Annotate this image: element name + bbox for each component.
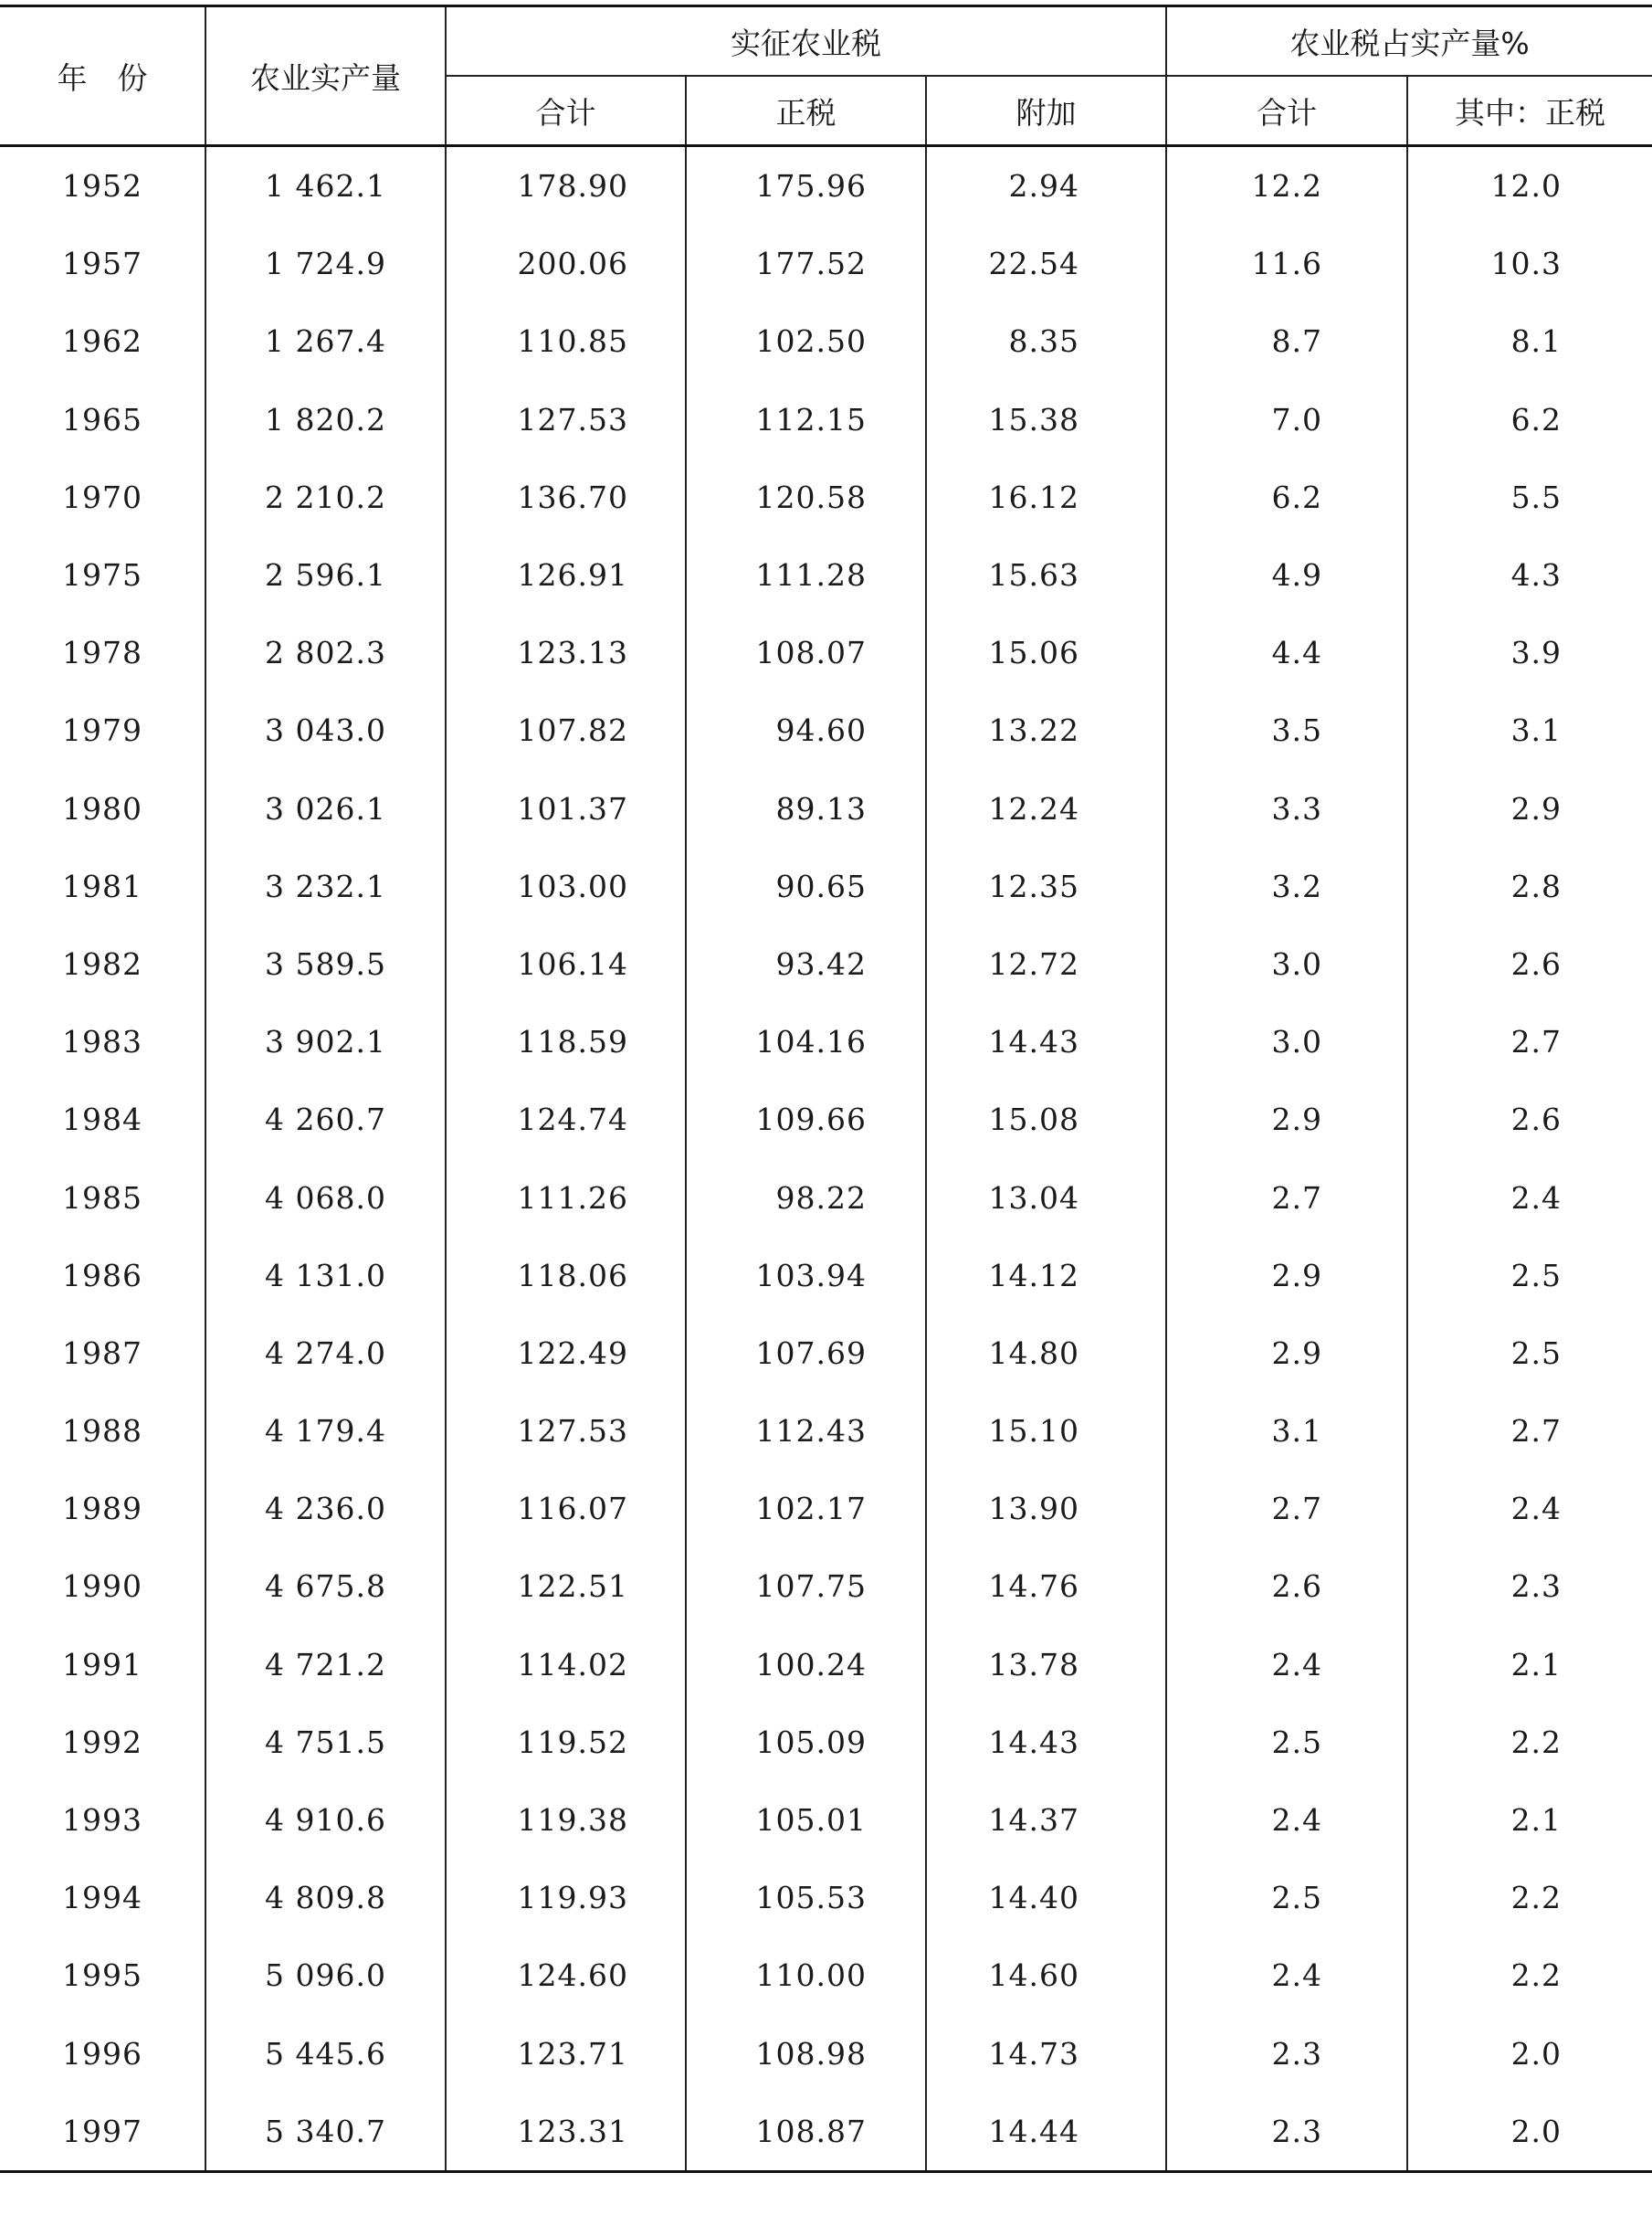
cell-tax-total: 119.52 — [446, 1703, 686, 1781]
cell-output: 4 721.2 — [205, 1626, 446, 1703]
table-body — [0, 146, 1652, 2172]
header-ratio-total: 合计 — [1166, 76, 1407, 146]
cell-tax-main: 108.07 — [686, 614, 926, 691]
cell-tax-total: 116.07 — [446, 1470, 686, 1547]
cell-tax-total: 110.85 — [446, 302, 686, 380]
cell-output: 3 026.1 — [205, 770, 446, 848]
cell-tax-additional: 14.76 — [926, 1547, 1166, 1625]
agricultural-tax-table — [0, 5, 1652, 2173]
header-ratio-main: 其中：正税 — [1407, 76, 1652, 146]
cell-output: 3 043.0 — [205, 691, 446, 769]
cell-ratio-total: 4.4 — [1166, 614, 1407, 691]
cell-tax-total: 136.70 — [446, 459, 686, 536]
cell-ratio-main: 2.6 — [1407, 1081, 1652, 1158]
cell-tax-main: 175.96 — [686, 146, 926, 226]
cell-year: 1980 — [0, 770, 205, 848]
cell-ratio-main: 2.5 — [1407, 1314, 1652, 1392]
cell-year: 1957 — [0, 225, 205, 302]
table-row — [0, 459, 1652, 536]
cell-tax-additional: 12.72 — [926, 925, 1166, 1003]
cell-year: 1994 — [0, 1859, 205, 1936]
cell-output: 4 179.4 — [205, 1392, 446, 1470]
cell-tax-additional: 15.06 — [926, 614, 1166, 691]
cell-output: 4 809.8 — [205, 1859, 446, 1936]
cell-ratio-total: 8.7 — [1166, 302, 1407, 380]
cell-tax-main: 93.42 — [686, 925, 926, 1003]
cell-ratio-main: 2.2 — [1407, 1703, 1652, 1781]
cell-year: 1965 — [0, 381, 205, 459]
cell-tax-main: 102.50 — [686, 302, 926, 380]
cell-year: 1990 — [0, 1547, 205, 1625]
cell-ratio-main: 2.4 — [1407, 1470, 1652, 1547]
cell-output: 4 675.8 — [205, 1547, 446, 1625]
cell-output: 4 236.0 — [205, 1470, 446, 1547]
cell-output: 3 589.5 — [205, 925, 446, 1003]
header-tax-total: 合计 — [446, 76, 686, 146]
cell-ratio-total: 4.9 — [1166, 536, 1407, 614]
cell-output: 5 445.6 — [205, 2015, 446, 2093]
cell-ratio-main: 2.7 — [1407, 1392, 1652, 1470]
cell-ratio-main: 2.1 — [1407, 1781, 1652, 1859]
cell-output: 5 096.0 — [205, 1936, 446, 2014]
cell-year: 1962 — [0, 302, 205, 380]
cell-output: 4 131.0 — [205, 1237, 446, 1314]
cell-tax-main: 94.60 — [686, 691, 926, 769]
cell-tax-additional: 15.63 — [926, 536, 1166, 614]
cell-tax-total: 123.13 — [446, 614, 686, 691]
table-row — [0, 1626, 1652, 1703]
table-row — [0, 1392, 1652, 1470]
cell-ratio-main: 3.9 — [1407, 614, 1652, 691]
cell-ratio-main: 2.0 — [1407, 2015, 1652, 2093]
cell-tax-additional: 13.22 — [926, 691, 1166, 769]
cell-ratio-total: 2.6 — [1166, 1547, 1407, 1625]
cell-output: 1 820.2 — [205, 381, 446, 459]
agricultural-tax-table-container — [0, 5, 1652, 2173]
cell-tax-total: 118.06 — [446, 1237, 686, 1314]
cell-tax-total: 111.26 — [446, 1158, 686, 1236]
cell-year: 1993 — [0, 1781, 205, 1859]
cell-tax-additional: 2.94 — [926, 146, 1166, 226]
cell-tax-additional: 14.43 — [926, 1003, 1166, 1081]
cell-tax-total: 127.53 — [446, 381, 686, 459]
cell-tax-total: 200.06 — [446, 225, 686, 302]
cell-output: 4 260.7 — [205, 1081, 446, 1158]
cell-ratio-main: 2.9 — [1407, 770, 1652, 848]
cell-output: 4 274.0 — [205, 1314, 446, 1392]
cell-year: 1982 — [0, 925, 205, 1003]
cell-tax-additional: 15.08 — [926, 1081, 1166, 1158]
cell-tax-main: 90.65 — [686, 848, 926, 925]
cell-year: 1988 — [0, 1392, 205, 1470]
header-tax-additional: 附加 — [926, 76, 1166, 146]
table-row — [0, 2093, 1652, 2172]
table-row — [0, 1470, 1652, 1547]
cell-tax-main: 107.75 — [686, 1547, 926, 1625]
table-row — [0, 1547, 1652, 1625]
cell-tax-main: 112.43 — [686, 1392, 926, 1470]
cell-ratio-main: 6.2 — [1407, 381, 1652, 459]
table-row — [0, 225, 1652, 302]
cell-tax-total: 123.31 — [446, 2093, 686, 2172]
cell-ratio-total: 7.0 — [1166, 381, 1407, 459]
cell-ratio-total: 2.9 — [1166, 1081, 1407, 1158]
cell-ratio-main: 2.7 — [1407, 1003, 1652, 1081]
cell-output: 2 210.2 — [205, 459, 446, 536]
cell-output: 1 462.1 — [205, 146, 446, 226]
cell-tax-main: 108.98 — [686, 2015, 926, 2093]
cell-year: 1970 — [0, 459, 205, 536]
cell-year: 1995 — [0, 1936, 205, 2014]
cell-ratio-main: 8.1 — [1407, 302, 1652, 380]
table-row — [0, 536, 1652, 614]
cell-tax-total: 118.59 — [446, 1003, 686, 1081]
cell-ratio-total: 2.9 — [1166, 1314, 1407, 1392]
cell-tax-main: 105.01 — [686, 1781, 926, 1859]
cell-ratio-total: 2.4 — [1166, 1626, 1407, 1703]
cell-tax-total: 123.71 — [446, 2015, 686, 2093]
table-row — [0, 614, 1652, 691]
cell-tax-total: 122.51 — [446, 1547, 686, 1625]
cell-ratio-main: 3.1 — [1407, 691, 1652, 769]
cell-year: 1952 — [0, 146, 205, 226]
table-row — [0, 848, 1652, 925]
cell-ratio-main: 10.3 — [1407, 225, 1652, 302]
cell-ratio-total: 3.1 — [1166, 1392, 1407, 1470]
cell-year: 1987 — [0, 1314, 205, 1392]
cell-tax-additional: 14.80 — [926, 1314, 1166, 1392]
cell-ratio-total: 2.3 — [1166, 2015, 1407, 2093]
cell-tax-additional: 14.60 — [926, 1936, 1166, 2014]
table-row — [0, 770, 1652, 848]
table-header — [0, 6, 1652, 146]
cell-ratio-total: 2.5 — [1166, 1703, 1407, 1781]
cell-ratio-total: 2.4 — [1166, 1781, 1407, 1859]
cell-tax-additional: 14.44 — [926, 2093, 1166, 2172]
cell-tax-main: 120.58 — [686, 459, 926, 536]
cell-tax-total: 122.49 — [446, 1314, 686, 1392]
cell-ratio-total: 3.0 — [1166, 925, 1407, 1003]
cell-tax-total: 127.53 — [446, 1392, 686, 1470]
table-row — [0, 1081, 1652, 1158]
cell-ratio-total: 2.9 — [1166, 1237, 1407, 1314]
cell-tax-main: 111.28 — [686, 536, 926, 614]
cell-tax-main: 102.17 — [686, 1470, 926, 1547]
cell-tax-main: 105.09 — [686, 1703, 926, 1781]
cell-tax-main: 89.13 — [686, 770, 926, 848]
cell-tax-total: 101.37 — [446, 770, 686, 848]
cell-ratio-total: 3.0 — [1166, 1003, 1407, 1081]
cell-tax-total: 119.93 — [446, 1859, 686, 1936]
cell-tax-main: 103.94 — [686, 1237, 926, 1314]
cell-tax-additional: 16.12 — [926, 459, 1166, 536]
table-row — [0, 1859, 1652, 1936]
cell-ratio-total: 12.2 — [1166, 146, 1407, 226]
cell-tax-total: 119.38 — [446, 1781, 686, 1859]
cell-tax-main: 107.69 — [686, 1314, 926, 1392]
cell-ratio-total: 2.5 — [1166, 1859, 1407, 1936]
header-ratio-group: 农业税占实产量% — [1166, 6, 1652, 77]
cell-ratio-main: 2.3 — [1407, 1547, 1652, 1625]
table-row — [0, 691, 1652, 769]
cell-tax-additional: 8.35 — [926, 302, 1166, 380]
cell-tax-total: 103.00 — [446, 848, 686, 925]
table-row — [0, 1158, 1652, 1236]
cell-ratio-main: 5.5 — [1407, 459, 1652, 536]
cell-tax-total: 124.74 — [446, 1081, 686, 1158]
cell-output: 3 232.1 — [205, 848, 446, 925]
table-row — [0, 1781, 1652, 1859]
cell-ratio-total: 3.5 — [1166, 691, 1407, 769]
cell-tax-main: 104.16 — [686, 1003, 926, 1081]
cell-tax-additional: 12.35 — [926, 848, 1166, 925]
cell-tax-total: 114.02 — [446, 1626, 686, 1703]
cell-tax-main: 105.53 — [686, 1859, 926, 1936]
table-row — [0, 925, 1652, 1003]
cell-year: 1989 — [0, 1470, 205, 1547]
cell-output: 2 596.1 — [205, 536, 446, 614]
cell-output: 3 902.1 — [205, 1003, 446, 1081]
cell-output: 5 340.7 — [205, 2093, 446, 2172]
cell-tax-additional: 13.78 — [926, 1626, 1166, 1703]
cell-ratio-main: 2.6 — [1407, 925, 1652, 1003]
cell-ratio-total: 2.7 — [1166, 1158, 1407, 1236]
cell-ratio-total: 6.2 — [1166, 459, 1407, 536]
cell-year: 1975 — [0, 536, 205, 614]
cell-tax-main: 100.24 — [686, 1626, 926, 1703]
cell-ratio-main: 2.8 — [1407, 848, 1652, 925]
cell-ratio-main: 2.4 — [1407, 1158, 1652, 1236]
header-year: 年 份 — [0, 6, 205, 146]
cell-year: 1983 — [0, 1003, 205, 1081]
cell-output: 4 068.0 — [205, 1158, 446, 1236]
cell-tax-additional: 13.04 — [926, 1158, 1166, 1236]
cell-output: 4 751.5 — [205, 1703, 446, 1781]
cell-year: 1978 — [0, 614, 205, 691]
table-row — [0, 1314, 1652, 1392]
table-row — [0, 2015, 1652, 2093]
cell-tax-main: 98.22 — [686, 1158, 926, 1236]
table-row — [0, 1703, 1652, 1781]
table-row — [0, 381, 1652, 459]
cell-tax-additional: 14.37 — [926, 1781, 1166, 1859]
header-tax-main: 正税 — [686, 76, 926, 146]
cell-ratio-total: 3.2 — [1166, 848, 1407, 925]
cell-tax-additional: 15.38 — [926, 381, 1166, 459]
cell-ratio-total: 2.3 — [1166, 2093, 1407, 2172]
cell-year: 1981 — [0, 848, 205, 925]
cell-ratio-total: 2.4 — [1166, 1936, 1407, 2014]
cell-ratio-main: 2.2 — [1407, 1859, 1652, 1936]
cell-tax-main: 112.15 — [686, 381, 926, 459]
header-output: 农业实产量 — [205, 6, 446, 146]
cell-tax-additional: 14.40 — [926, 1859, 1166, 1936]
cell-output: 4 910.6 — [205, 1781, 446, 1859]
cell-ratio-total: 2.7 — [1166, 1470, 1407, 1547]
cell-output: 2 802.3 — [205, 614, 446, 691]
cell-tax-total: 124.60 — [446, 1936, 686, 2014]
cell-ratio-main: 12.0 — [1407, 146, 1652, 226]
cell-year: 1996 — [0, 2015, 205, 2093]
cell-tax-additional: 14.43 — [926, 1703, 1166, 1781]
cell-tax-total: 178.90 — [446, 146, 686, 226]
cell-tax-additional: 22.54 — [926, 225, 1166, 302]
table-row — [0, 146, 1652, 226]
cell-year: 1984 — [0, 1081, 205, 1158]
cell-tax-main: 108.87 — [686, 2093, 926, 2172]
table-row — [0, 1237, 1652, 1314]
cell-tax-main: 177.52 — [686, 225, 926, 302]
cell-ratio-total: 3.3 — [1166, 770, 1407, 848]
cell-year: 1992 — [0, 1703, 205, 1781]
cell-tax-total: 107.82 — [446, 691, 686, 769]
cell-tax-additional: 15.10 — [926, 1392, 1166, 1470]
cell-tax-main: 110.00 — [686, 1936, 926, 2014]
cell-ratio-total: 11.6 — [1166, 225, 1407, 302]
table-row — [0, 302, 1652, 380]
cell-tax-additional: 14.73 — [926, 2015, 1166, 2093]
cell-ratio-main: 2.5 — [1407, 1237, 1652, 1314]
table-row — [0, 1936, 1652, 2014]
cell-tax-total: 126.91 — [446, 536, 686, 614]
cell-year: 1991 — [0, 1626, 205, 1703]
cell-year: 1979 — [0, 691, 205, 769]
cell-tax-additional: 14.12 — [926, 1237, 1166, 1314]
cell-tax-additional: 13.90 — [926, 1470, 1166, 1547]
cell-tax-total: 106.14 — [446, 925, 686, 1003]
cell-ratio-main: 2.2 — [1407, 1936, 1652, 2014]
cell-tax-additional: 12.24 — [926, 770, 1166, 848]
cell-year: 1986 — [0, 1237, 205, 1314]
cell-year: 1997 — [0, 2093, 205, 2172]
header-tax-group: 实征农业税 — [446, 6, 1166, 77]
cell-output: 1 267.4 — [205, 302, 446, 380]
cell-ratio-main: 2.1 — [1407, 1626, 1652, 1703]
cell-tax-main: 109.66 — [686, 1081, 926, 1158]
table-row — [0, 1003, 1652, 1081]
cell-ratio-main: 2.0 — [1407, 2093, 1652, 2172]
cell-ratio-main: 4.3 — [1407, 536, 1652, 614]
cell-output: 1 724.9 — [205, 225, 446, 302]
cell-year: 1985 — [0, 1158, 205, 1236]
